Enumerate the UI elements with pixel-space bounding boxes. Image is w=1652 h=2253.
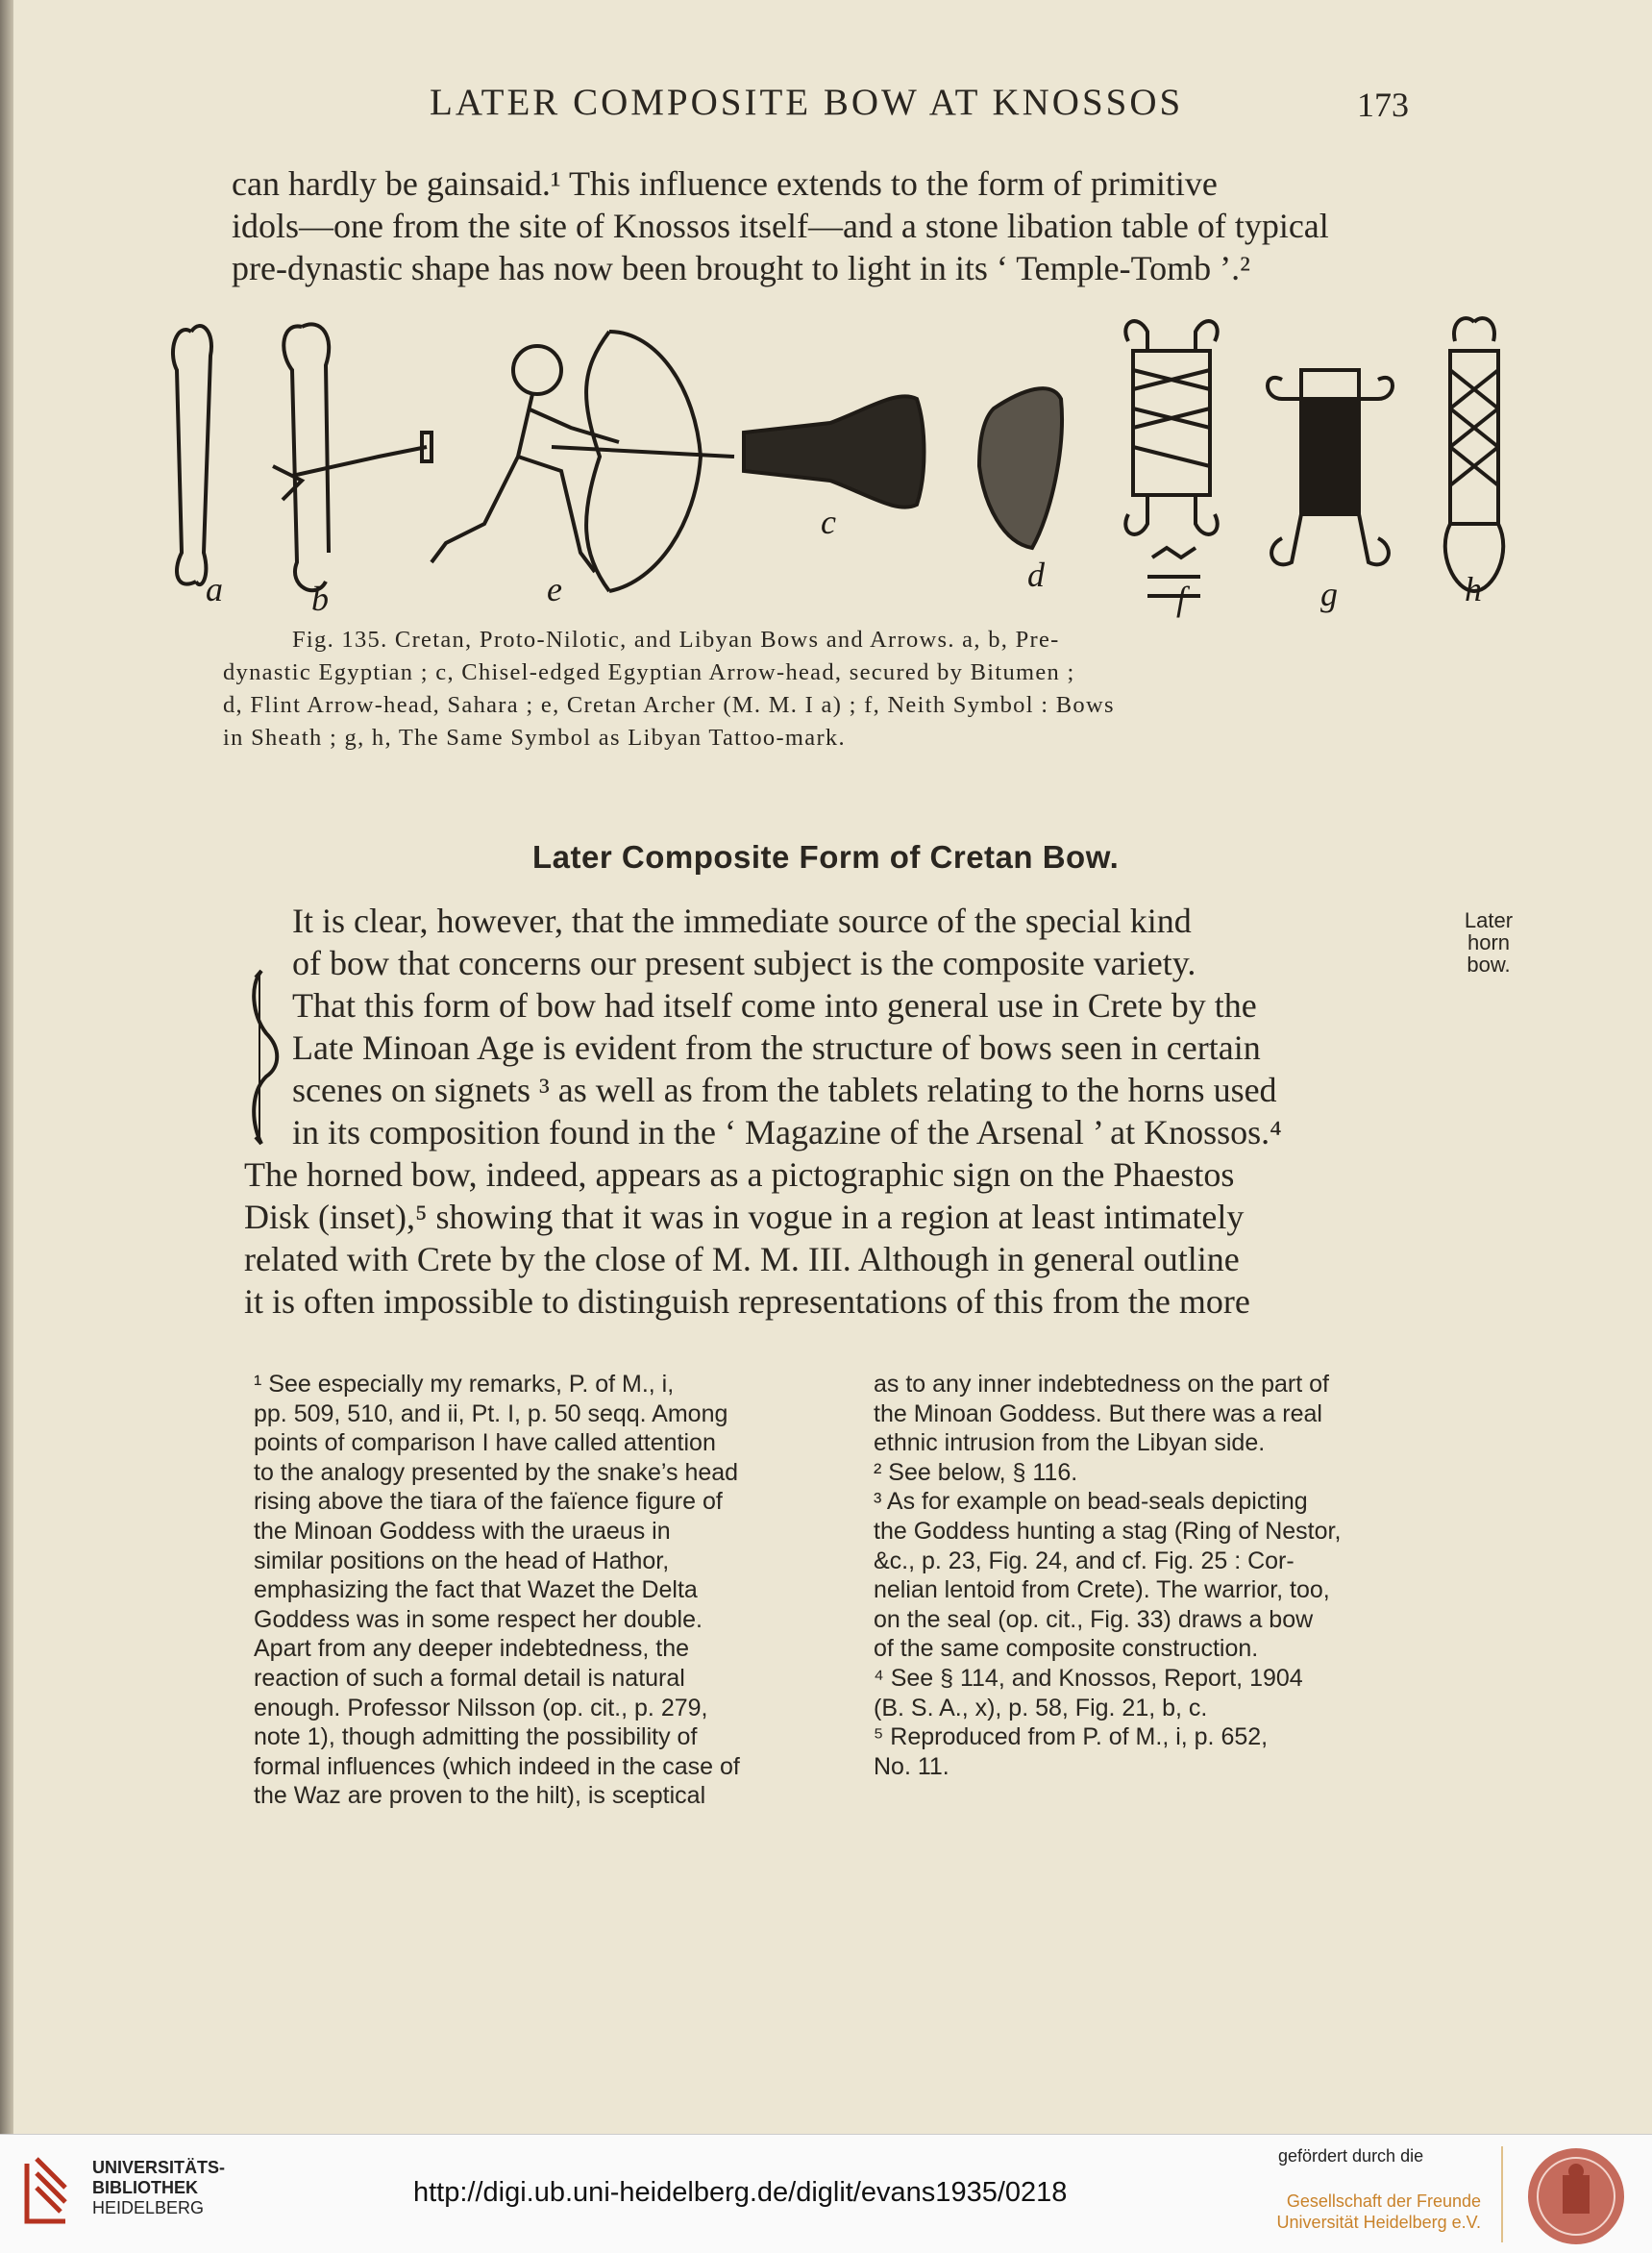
neith-symbol-f-drawing [1125,321,1217,596]
label-b: b [311,580,329,618]
footnote-line: note 1), though admitting the possibility of [254,1723,698,1751]
bow-a-drawing [173,326,211,584]
scan-edge [0,0,13,2134]
figure-caption-line: d, Flint Arrow-head, Sahara ; e, Cretan Archer (M. M. I a) ; f, Neith Symbol : Bows [223,692,1115,718]
footnote-line: No. 11. [874,1752,949,1780]
footnote-line: ⁵ Reproduced from P. of M., i, p. 652, [874,1723,1269,1751]
university-seal-icon [1526,2146,1626,2246]
body-line: Disk (inset),⁵ showing that it was in vogue in a region at least intimately [244,1198,1245,1236]
body-line: The horned bow, indeed, appears as a pictographic sign on the Phaestos [244,1155,1235,1194]
footnote-line: the Minoan Goddess with the uraeus in [254,1517,671,1545]
horned-bow-inset [242,966,288,1149]
society-name-line: Universität Heidelberg e.V. [1276,2213,1481,2232]
intro-line: can hardly be gainsaid.¹ This influence extends to the form of primitive [232,164,1218,203]
library-logo-icon [17,2154,77,2231]
body-line: in its composition found in the ‘ Magazine of the Arsenal ’ at Knossos.⁴ [292,1113,1282,1151]
body-line: related with Crete by the close of M. M. III. Although in general outline [244,1240,1240,1278]
label-h: h [1465,570,1482,608]
footnote-line: ³ As for example on bead-seals depicting [874,1488,1308,1516]
library-name [92,2158,225,2218]
body-line: scenes on signets ³ as well as from the tablets relating to the horns used [292,1071,1277,1109]
library-name-line: BIBLIOTHEK [92,2178,198,2197]
body-line: It is clear, however, that the immediate source of the special kind [292,902,1192,940]
digitization-footer [0,2134,1652,2253]
footer-divider [1501,2146,1503,2242]
footnote-line: ⁴ See § 114, and Knossos, Report, 1904 [874,1664,1303,1692]
figure-135-illustration [158,312,1522,630]
intro-line: idols—one from the site of Knossos itself—and a stone libation table of typical [232,207,1329,245]
footnote-line: Apart from any deeper indebtedness, the [254,1635,690,1663]
label-g: g [1320,575,1338,613]
footnote-line: pp. 509, 510, and ii, Pt. I, p. 50 seqq. Among [254,1399,728,1427]
label-c: c [821,503,836,541]
footnote-line: on the seal (op. cit., Fig. 33) draws a bow [874,1605,1314,1633]
body-line: That this form of bow had itself come into general use in Crete by the [292,986,1257,1025]
footnotes-right-column [874,1370,1341,1781]
footnote-line: enough. Professor Nilsson (op. cit., p. 279, [254,1694,708,1721]
body-line: Late Minoan Age is evident from the structure of bows seen in certain [292,1028,1261,1067]
figure-caption-line: Fig. 135. Cretan, Proto-Nilotic, and Libyan Bows and Arrows. a, b, Pre- [292,627,1060,653]
tattoo-h-drawing [1445,318,1503,591]
label-d: d [1027,556,1045,594]
margin-note-line: horn [1467,930,1511,954]
body-line: of bow that concerns our present subject is the composite variety. [292,944,1196,982]
label-a: a [206,570,223,608]
footnote-line: &c., p. 23, Fig. 24, and cf. Fig. 25 : Cor- [874,1547,1294,1574]
margin-note [1455,909,1522,976]
bow-b-drawing [273,324,431,590]
label-e: e [547,570,562,608]
permalink-url[interactable]: http://digi.ub.uni-heidelberg.de/diglit/evans1935/0218 [413,2177,1068,2208]
library-name-line: UNIVERSITÄTS- [92,2158,226,2177]
footnote-line: ¹ See especially my remarks, P. of M., i, [254,1371,675,1398]
footnotes-left-column [254,1370,740,1811]
footnote-line: nelian lentoid from Crete). The warrior, too, [874,1576,1330,1604]
page-number: 173 [1357,86,1409,124]
footnote-line: the Goddess hunting a stag (Ring of Nestor, [874,1517,1342,1545]
society-name [1273,2191,1481,2233]
footnote-line: similar positions on the head of Hathor, [254,1547,670,1574]
margin-note-line: bow. [1467,953,1511,977]
footnote-line: points of comparison I have called attention [254,1429,716,1457]
running-header: LATER COMPOSITE BOW AT KNOSSOS [430,82,1184,123]
footnote-line: ethnic intrusion from the Libyan side. [874,1429,1266,1457]
footnote-line: (B. S. A., x), p. 58, Fig. 21, b, c. [874,1694,1208,1721]
book-page [13,0,1652,2134]
figure-caption-line: in Sheath ; g, h, The Same Symbol as Libyan Tattoo-mark. [223,725,846,751]
flint-d-drawing [979,388,1062,548]
society-name-line: Gesellschaft der Freunde [1286,2191,1481,2211]
funded-by-text: gefördert durch die [1278,2146,1424,2166]
footnote-line: the Minoan Goddess. But there was a real [874,1399,1322,1427]
margin-note-line: Later [1464,908,1514,932]
footnote-line: ² See below, § 116. [874,1458,1078,1486]
footnote-line: emphasizing the fact that Wazet the Delta [254,1576,698,1604]
arrowhead-c-drawing [744,396,925,507]
footnote-line: as to any inner indebtedness on the part of [874,1371,1329,1398]
footnote-line: Goddess was in some respect her double. [254,1605,703,1633]
archer-e-drawing [431,332,734,591]
intro-line: pre-dynastic shape has now been brought to light in its ‘ Temple-Tomb ’.² [232,249,1250,287]
footnote-line: reaction of such a formal detail is natural [254,1664,685,1692]
footnote-line: to the analogy presented by the snake’s head [254,1458,739,1486]
body-line: it is often impossible to distinguish representations of this from the more [244,1282,1250,1321]
label-f: f [1176,580,1187,618]
footnote-line: of the same composite construction. [874,1635,1259,1663]
figure-caption-line: dynastic Egyptian ; c, Chisel-edged Egyptian Arrow-head, secured by Bitumen ; [223,659,1075,685]
footnote-line: formal influences (which indeed in the case of [254,1752,740,1780]
tattoo-g-drawing [1268,370,1393,564]
footnote-line: the Waz are proven to the hilt), is sceptical [254,1782,706,1810]
library-name-line: HEIDELBERG [92,2198,205,2217]
section-heading: Later Composite Form of Cretan Bow. [532,839,1120,875]
footnote-line: rising above the tiara of the faïence figure of [254,1488,723,1516]
